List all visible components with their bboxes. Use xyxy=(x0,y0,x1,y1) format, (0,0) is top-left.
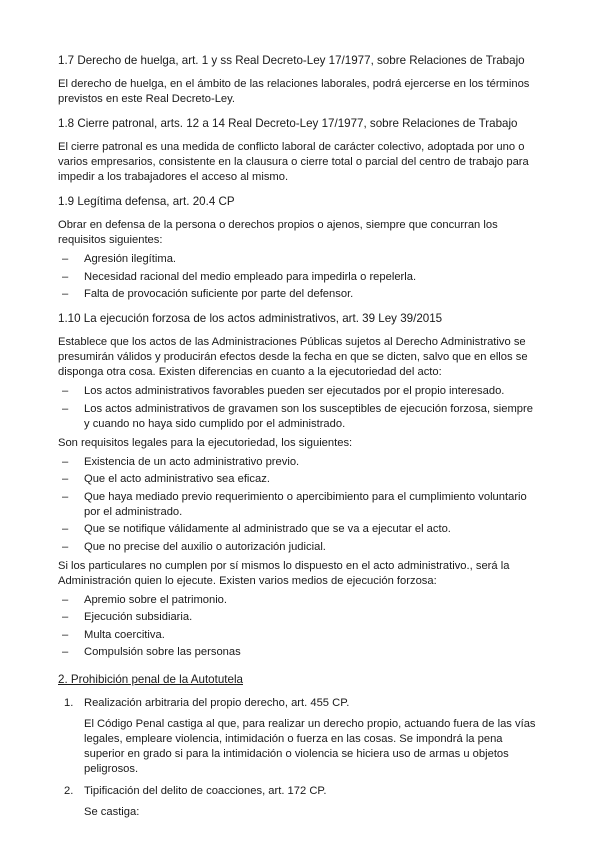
dash-bullet: – xyxy=(62,270,69,283)
list-item xyxy=(58,610,538,625)
dash-bullet: – xyxy=(62,490,69,503)
section-1-9 xyxy=(58,194,538,302)
item-title: Realización arbitraria del propio derecho, art. 455 CP. xyxy=(84,697,350,709)
numbered-list xyxy=(58,696,538,820)
dash-bullet: – xyxy=(62,628,69,641)
list-item-text: Que no precise del auxilio o autorización judicial. xyxy=(84,540,326,553)
section-1-7 xyxy=(58,53,538,107)
item-body: Se castiga: xyxy=(84,806,140,818)
list-item-text: Los actos administrativos favorables pueden ser ejecutados por el propio interesado. xyxy=(84,385,505,397)
dash-bullet: – xyxy=(62,402,69,415)
dash-bullet: – xyxy=(62,646,69,658)
list-item xyxy=(58,628,538,643)
list-item xyxy=(58,645,538,660)
paragraph: Establece que los actos de las Administraciones Públicas sujetos al Derecho Administrativo se presumirán válidos y producirán efectos desde la fecha en que se dicten, salvo que en ellos se disponga otra cosa. Existen diferencias en cuanto a la ejecutoriedad del acto: xyxy=(58,336,528,378)
legal-requirements-list xyxy=(58,455,538,555)
list-item xyxy=(58,593,538,608)
section-1-10 xyxy=(58,311,538,660)
list-item-text: Apremio sobre el patrimonio. xyxy=(84,593,228,606)
paragraph: Son requisitos legales para la ejecutoriedad, los siguientes: xyxy=(58,436,353,449)
dash-bullet: – xyxy=(62,593,69,606)
item-number: 2. xyxy=(64,785,74,797)
list-item-text: Que haya mediado previo requerimiento o apercibimiento para el cumplimiento voluntario por el administrado. xyxy=(84,490,527,518)
list-item-text: Que se notifique válidamente al administrado que se va a ejecutar el acto. xyxy=(84,523,451,535)
list-item xyxy=(58,455,538,470)
dash-bullet: – xyxy=(62,473,69,485)
numbered-item xyxy=(58,784,538,820)
item-body: El Código Penal castiga al que, para realizar un derecho propio, actuando fuera de las vías legales, empleare violencia, intimidación o fuerza en las cosas. Se impondrá la pena superior en grado si para la intimidación o violencia se hiciera uso de armas u objetos peligrosos. xyxy=(84,718,536,775)
paragraph: Si los particulares no cumplen por sí mismos lo dispuesto en el acto administrativo., será la Administración quien lo ejecute. Existen varios medios de ejecución forzosa: xyxy=(58,559,510,587)
paragraph: Obrar en defensa de la persona o derechos propios o ajenos, siempre que concurran los requisitos siguientes: xyxy=(58,219,498,246)
dash-bullet: – xyxy=(62,523,69,535)
dash-bullet: – xyxy=(62,540,69,553)
list-item-text: Ejecución subsidiaria. xyxy=(84,611,193,623)
list-item-text: Falta de provocación suficiente por parte del defensor. xyxy=(84,288,354,300)
paragraph: El cierre patronal es una medida de conflicto laboral de carácter colectivo, adoptada por uno o varios empresarios, consistente en la clausura o cierre total o parcial del centro de trabajo para impedir a los trabajadores el acceso al mismo. xyxy=(58,141,529,183)
dash-bullet: – xyxy=(62,455,69,468)
list-item xyxy=(58,270,538,285)
chapter-heading: 2. Prohibición penal de la Autotutela xyxy=(58,673,243,686)
list-item xyxy=(58,384,538,399)
list-item xyxy=(58,252,538,267)
dash-bullet: – xyxy=(62,611,69,623)
section-heading: 1.9 Legítima defensa, art. 20.4 CP xyxy=(58,195,235,208)
list-item-text: Compulsión sobre las personas xyxy=(84,646,241,658)
dash-bullet: – xyxy=(62,253,69,265)
document-body xyxy=(58,53,538,827)
item-number: 1. xyxy=(64,697,74,709)
dash-bullet: – xyxy=(62,288,69,300)
list-item xyxy=(58,287,538,302)
dash-bullet: – xyxy=(62,385,69,397)
item-title: Tipificación del delito de coacciones, art. 172 CP. xyxy=(84,785,327,797)
section-1-8 xyxy=(58,116,538,185)
section-heading: 1.10 La ejecución forzosa de los actos administrativos, art. 39 Ley 39/2015 xyxy=(58,312,443,325)
list-item-text: Agresión ilegítima. xyxy=(84,253,177,265)
list-item xyxy=(58,490,538,520)
list-item-text: Los actos administrativos de gravamen son los susceptibles de ejecución forzosa, siempre y cuando no haya sido cumplido por el administrado. xyxy=(84,402,533,430)
list-item-text: Que el acto administrativo sea eficaz. xyxy=(84,473,270,485)
list-item xyxy=(58,540,538,555)
section-heading: 1.7 Derecho de huelga, art. 1 y ss Real Decreto-Ley 17/1977, sobre Relaciones de Trabajo xyxy=(58,54,525,67)
list-item-text: Existencia de un acto administrativo previo. xyxy=(84,455,300,468)
list-item-text: Multa coercitiva. xyxy=(84,628,165,641)
executoriness-list xyxy=(58,384,538,432)
list-item xyxy=(58,522,538,537)
list-item xyxy=(58,402,538,432)
list-item-text: Necesidad racional del medio empleado para impedirla o repelerla. xyxy=(84,270,417,283)
paragraph: El derecho de huelga, en el ámbito de las relaciones laborales, podrá ejercerse en los términos previstos en este Real Decreto-Ley. xyxy=(58,78,530,105)
numbered-item xyxy=(58,696,538,777)
list-item xyxy=(58,472,538,487)
section-heading: 1.8 Cierre patronal, arts. 12 a 14 Real Decreto-Ley 17/1977, sobre Relaciones de Trabajo xyxy=(58,117,518,130)
enforcement-means-list xyxy=(58,593,538,661)
requirements-list xyxy=(58,252,538,302)
